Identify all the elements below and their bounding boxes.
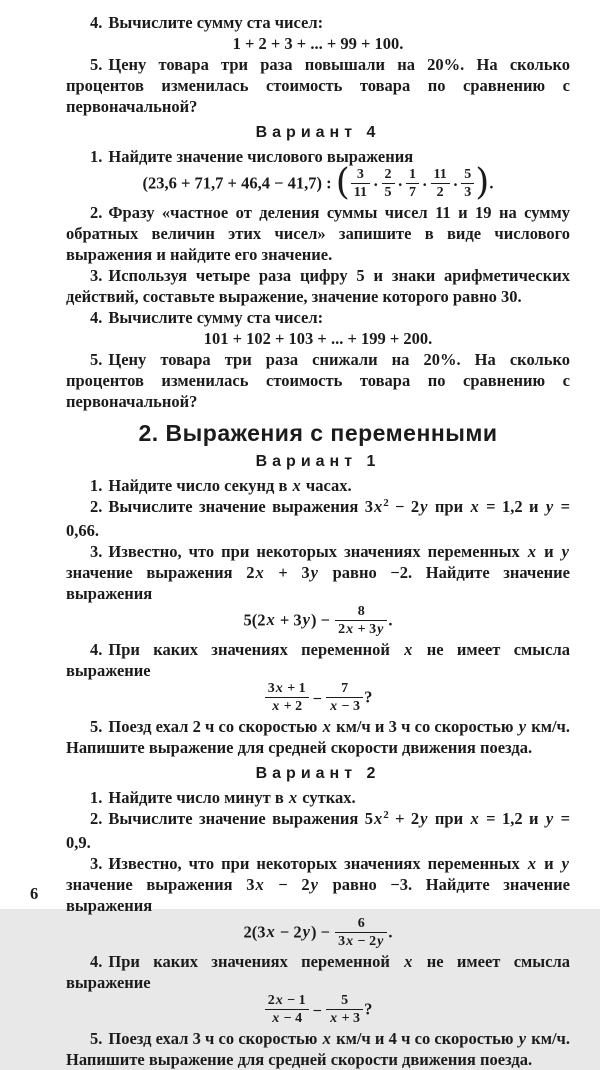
item-text: Найдите число секунд в x часах. (108, 476, 352, 495)
variant-4-item-3 (66, 265, 570, 307)
math-variable: x (470, 809, 479, 828)
item-number: 2. (90, 203, 103, 222)
item-text: При каких значениях переменной x не имеет смысла выражение (66, 640, 570, 680)
fraction-numerator: 8 (357, 604, 365, 619)
fraction-denominator: 3 (461, 183, 474, 200)
variant-1-item-4-formula (66, 682, 570, 715)
fraction (265, 681, 309, 714)
fraction-numerator: 3 (356, 167, 364, 182)
math-variable: y (545, 809, 554, 828)
fraction (265, 993, 309, 1026)
multiply-dot: · (373, 175, 379, 194)
variant-1-item-5 (66, 716, 570, 758)
variant-4-item-4-sum: 101 + 102 + 103 + ... + 199 + 200. (203, 329, 433, 348)
math-variable: x (288, 788, 298, 807)
math-variable: x (527, 854, 537, 873)
math-variable: x (373, 497, 383, 516)
formula-suffix: . (388, 610, 393, 630)
fraction-numerator: 11 (433, 167, 447, 182)
item-text: Найдите число минут в x сутках. (108, 788, 356, 807)
item-text: При каких значениях переменной x не имеет смысла выражение (66, 952, 570, 992)
question-mark: ? (364, 999, 373, 1019)
fraction-denominator: 7 (406, 183, 419, 200)
open-paren: ( (335, 162, 350, 203)
math-variable: x (255, 563, 264, 582)
multiply-dot: · (422, 175, 428, 194)
item-number: 3. (90, 854, 103, 873)
variant-1-item-2 (66, 496, 570, 541)
item-text: Известно, что при некоторых значениях переменных x и y значение выражения 3x − 2y равно −3. Найдите значение выражения (66, 854, 570, 915)
variant-1-item-1 (66, 475, 570, 496)
fraction-denominator: x − 3 (326, 697, 363, 714)
math-variable: x (275, 681, 283, 696)
math-variable: y (310, 875, 318, 894)
math-variable: x (322, 717, 331, 736)
fraction (326, 681, 363, 714)
item-number: 3. (90, 266, 103, 285)
item-number: 4. (90, 308, 103, 327)
fraction-denominator: 5 (382, 183, 395, 200)
fraction-denominator: x + 3 (326, 1009, 363, 1026)
fraction-numerator: 3x + 1 (267, 681, 306, 696)
math-variable: y (545, 497, 554, 516)
item-number: 5. (90, 350, 103, 369)
fraction-numerator: 6 (357, 916, 365, 931)
math-variable: y (561, 542, 569, 561)
math-variable: x (330, 1011, 338, 1026)
item-text: Найдите значение числового выражения (108, 147, 414, 166)
item-number: 4. (90, 640, 103, 659)
variant-2-item-4 (66, 951, 570, 993)
item-text: Поезд ехал 3 ч со скоростью x км/ч и 4 ч со скоростью y км/ч. Напишите выражение для средней скорости движения поезда. (66, 1029, 570, 1069)
page-content (66, 12, 570, 1070)
math-variable: y (377, 934, 384, 949)
math-variable: x (255, 875, 264, 894)
math-variable: x (272, 1011, 280, 1026)
math-variable: x (322, 1029, 331, 1048)
prev-variant-item-4-sum: 1 + 2 + 3 + ... + 99 + 100. (232, 34, 404, 53)
math-variable: x (470, 497, 479, 516)
variant-1-item-4 (66, 639, 570, 681)
math-variable: x (404, 640, 413, 659)
item-text: Вычислите сумму ста чисел: (108, 308, 324, 327)
item-number: 4. (90, 13, 103, 32)
close-paren: ) (475, 162, 490, 203)
item-text: Известно, что при некоторых значениях переменных x и y значение выражения 2x + 3y равно −2. Найдите значение выражения (66, 542, 570, 603)
formula-suffix: . (388, 922, 393, 942)
item-text: Поезд ехал 2 ч со скоростью x км/ч и 3 ч со скоростью y км/ч. Напишите выражение для средней скорости движения поезда. (66, 717, 570, 757)
math-variable: y (561, 854, 569, 873)
fraction-denominator: 2 (431, 183, 450, 200)
math-variable: x (527, 542, 537, 561)
variant-2-item-2 (66, 808, 570, 853)
fraction-numerator: 2x − 1 (267, 993, 306, 1008)
fraction (335, 604, 387, 637)
fraction (382, 167, 395, 200)
math-variable: x (346, 622, 354, 637)
math-variable: x (404, 952, 413, 971)
fraction-numerator: 7 (341, 681, 349, 696)
item-number: 2. (90, 497, 103, 516)
prev-variant-item-4 (66, 12, 570, 33)
fraction-numerator: 5 (464, 167, 472, 182)
math-variable: x (292, 476, 301, 495)
minus-sign: − (312, 689, 323, 708)
superscript-exponent: 2 (383, 497, 389, 509)
math-variable: y (518, 1029, 527, 1048)
formula-prefix: (23,6 + 71,7 + 46,4 − 41,7) : (142, 173, 336, 193)
item-text: Вычислите значение выражения $3x^2 - 2y$ при x = 1,2 и y = 0,66. (66, 497, 571, 540)
formula-suffix: . (489, 173, 494, 193)
variant-4-item-2 (66, 202, 570, 265)
math-variable: y (302, 610, 310, 630)
variant-4-item-5 (66, 349, 570, 412)
item-text: Используя четыре раза цифру 5 и знаки арифметических действий, составьте выражение, значение которого равно 30. (66, 266, 570, 306)
item-text: Вычислите значение выражения $5x^2 + 2y$ при x = 1,2 и y = 0,9. (66, 809, 571, 852)
variant-4-item-1-formula (66, 162, 570, 203)
fraction-numerator: 5 (341, 993, 349, 1008)
variant-1-item-3-formula (66, 605, 570, 638)
math-variable: x (275, 993, 283, 1008)
item-number: 1. (90, 147, 103, 166)
fraction-denominator: 3x − 2y (335, 932, 387, 949)
math-variable: x (266, 922, 275, 942)
variant-4-item-4 (66, 307, 570, 328)
fraction-denominator: 11 (351, 183, 370, 200)
item-number: 1. (90, 788, 103, 807)
variant-4-heading: Вариант 4 (255, 124, 381, 141)
math-variable: x (330, 699, 338, 714)
fraction (326, 993, 363, 1026)
fraction-denominator: x − 4 (265, 1009, 309, 1026)
question-mark: ? (364, 687, 373, 707)
variant-2-item-3 (66, 853, 570, 916)
fraction (461, 167, 474, 200)
math-variable: y (420, 809, 428, 828)
math-variable: x (373, 809, 383, 828)
item-text: Вычислите сумму ста чисел: (108, 13, 324, 32)
variant-2-item-4-formula (66, 994, 570, 1027)
item-text: Цену товара три раза повышали на 20%. На сколько процентов изменилась стоимость товара по сравнению с первоначальной? (66, 55, 570, 116)
item-number: 5. (90, 55, 103, 74)
fraction-denominator: x + 2 (265, 697, 309, 714)
formula-prefix: 2(3x − 2y) − (243, 922, 335, 942)
minus-sign: − (312, 1001, 323, 1020)
fraction (335, 916, 387, 949)
item-text: Фразу «частное от деления суммы чисел 11 и 19 на сумму обратных величин этих чисел» запишите в виде числового выражения и найдите его значение. (66, 203, 570, 264)
item-number: 2. (90, 809, 103, 828)
math-variable: x (346, 934, 354, 949)
math-variable: y (420, 497, 428, 516)
item-text: Цену товара три раза снижали на 20%. На сколько процентов изменилась стоимость товара по сравнению с первоначальной? (66, 350, 570, 411)
item-number: 5. (90, 717, 103, 736)
variant-1-heading: Вариант 1 (255, 453, 381, 470)
multiply-dot: · (397, 175, 404, 194)
fraction-numerator: 1 (409, 167, 417, 182)
variant-2-item-1 (66, 787, 570, 808)
variant-2-item-3-formula (66, 917, 570, 950)
section-2-heading: 2. Выражения с переменными (138, 420, 498, 446)
superscript-exponent: 2 (383, 809, 389, 821)
fraction-denominator: 2x + 3y (335, 620, 387, 637)
fraction (351, 167, 370, 200)
math-variable: y (377, 622, 384, 637)
item-number: 1. (90, 476, 103, 495)
multiply-dot: · (452, 175, 459, 194)
fraction-numerator: 2 (384, 167, 392, 182)
variant-4-item-1 (66, 146, 570, 167)
variant-2-heading: Вариант 2 (255, 765, 381, 782)
formula-prefix: 5(2x + 3y) − (243, 610, 335, 630)
item-number: 3. (90, 542, 103, 561)
math-variable: x (266, 610, 275, 630)
fraction (431, 167, 450, 200)
variant-2-item-5 (66, 1028, 570, 1070)
fraction (406, 167, 419, 200)
math-variable: y (310, 563, 318, 582)
math-variable: y (518, 717, 527, 736)
prev-variant-item-5 (66, 54, 570, 117)
math-variable: y (302, 922, 310, 942)
page-number: 6 (30, 884, 39, 903)
item-number: 5. (90, 1029, 103, 1048)
math-variable: x (272, 699, 280, 714)
variant-1-item-3 (66, 541, 570, 604)
item-number: 4. (90, 952, 103, 971)
